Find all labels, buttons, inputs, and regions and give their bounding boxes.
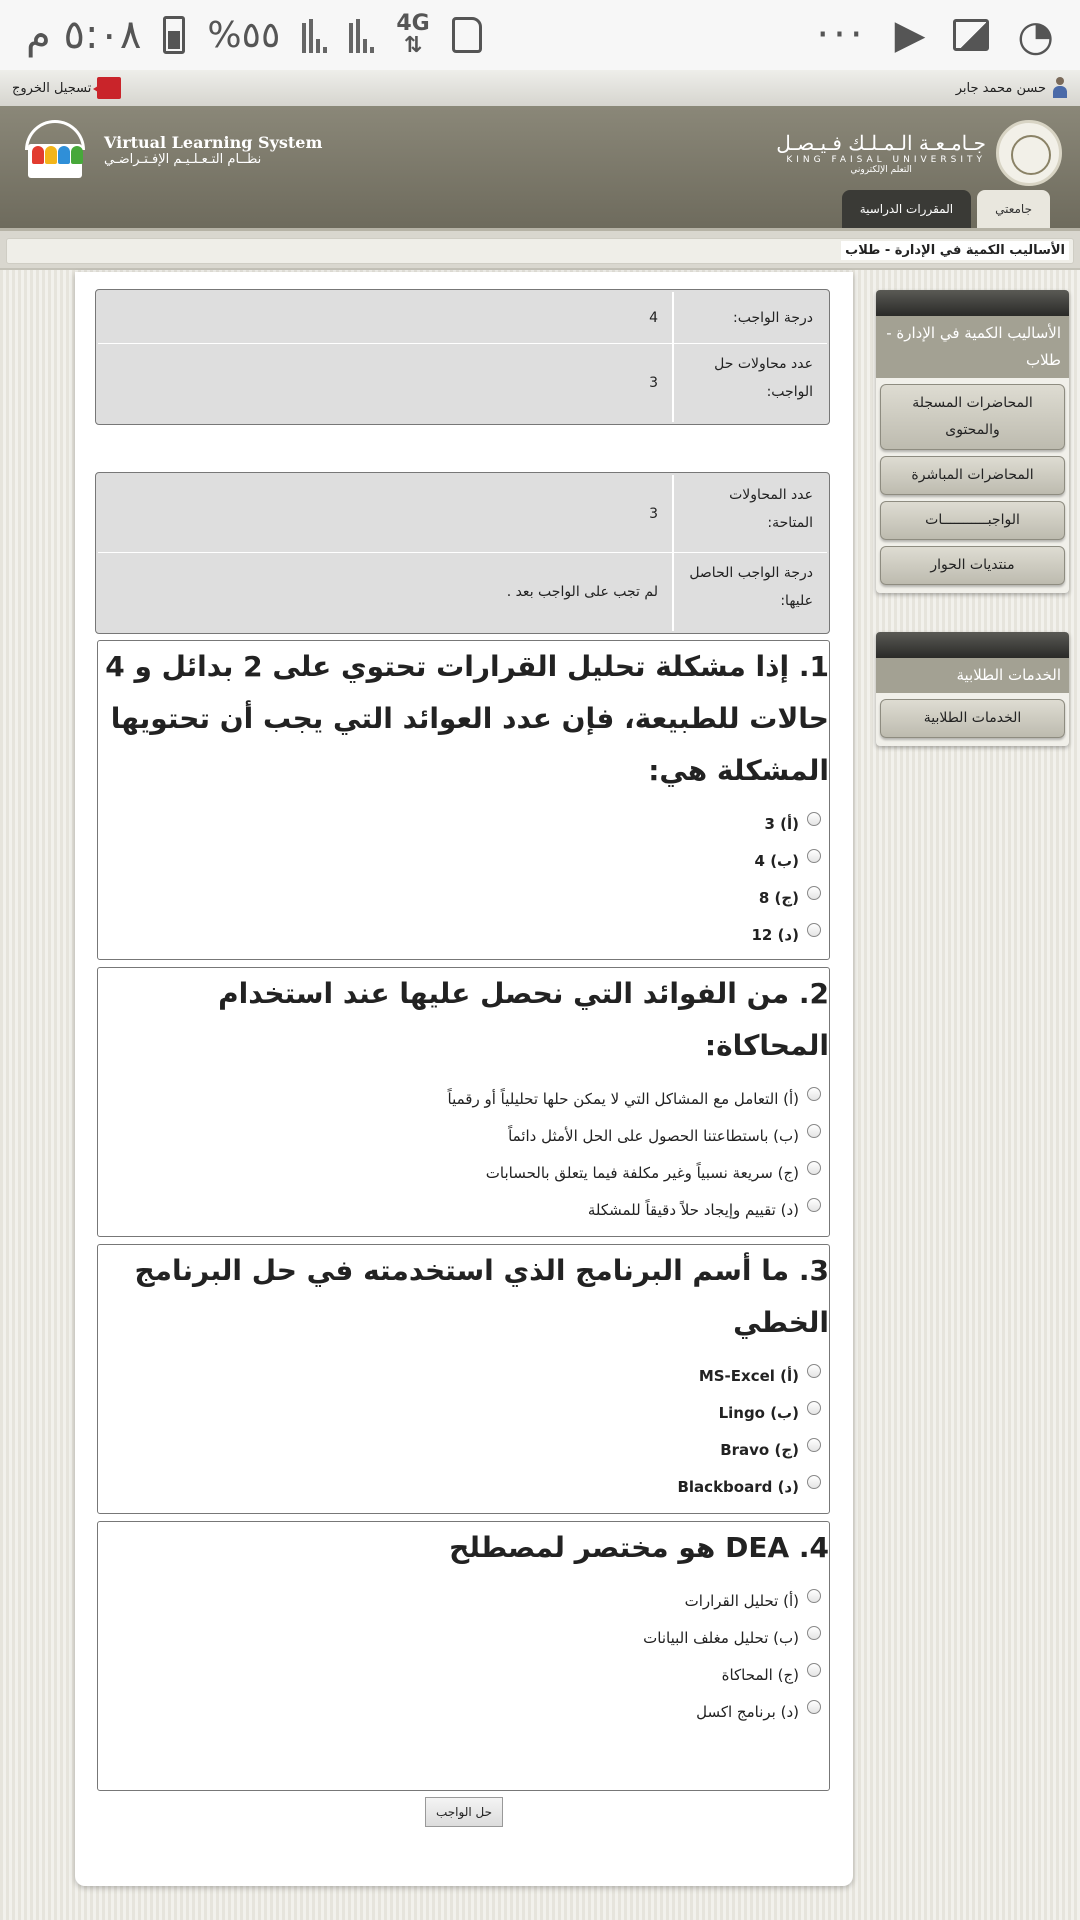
user-icon — [1052, 77, 1068, 99]
services-title: الخدمات الطلابية — [876, 658, 1069, 693]
vls-subtitle: نظــام التـعـلـيـم الإفـتـراضـي — [104, 152, 262, 167]
breadcrumb[interactable]: الأساليب الكمية في الإدارة - طلاب — [841, 241, 1069, 260]
radio-button[interactable] — [807, 1364, 821, 1378]
option[interactable] — [98, 1080, 821, 1117]
logout-link[interactable] — [12, 77, 121, 99]
radio-button[interactable] — [807, 1589, 821, 1603]
radio-button[interactable] — [807, 1626, 821, 1640]
option-label: (أ) التعامل مع المشاكل التي لا يمكن حلها تحليلياً أو رقمياً — [447, 1089, 799, 1108]
question-title: 4. DEA هو مختصر لمصطلح — [449, 1531, 829, 1564]
option-label: (ج) سريعة نسبياً وغير مكلفة فيما يتعلق بالحسابات — [485, 1163, 799, 1182]
header-tabs — [842, 190, 1050, 228]
university-brand[interactable] — [776, 120, 1062, 186]
option-label: (ج) Bravo — [720, 1440, 799, 1459]
radio-button[interactable] — [807, 1124, 821, 1138]
radio-button[interactable] — [807, 1198, 821, 1212]
radio-button[interactable] — [807, 1087, 821, 1101]
logout-label: تسجيل الخروج — [12, 80, 92, 96]
option-label: (د) برنامج اكسل — [696, 1702, 799, 1721]
option-label: (د) تقييم وإيجاد حلاً دقيقاً للمشكلة — [587, 1200, 799, 1219]
question-title: 1. إذا مشكلة تحليل القرارات تحتوي على 2 بدائل و 4 حالات للطبيعة، فإن عدد العوائد التي يجب أن تحتويها المشكلة هي: — [105, 650, 829, 787]
signal-icon — [302, 17, 327, 53]
user-bar — [0, 70, 1080, 108]
question-2 — [97, 967, 830, 1237]
radio-button[interactable] — [807, 1663, 821, 1677]
info-label: درجة الواجب الحاصل عليها: — [672, 553, 827, 631]
option[interactable] — [98, 1656, 821, 1693]
option[interactable] — [98, 879, 821, 916]
clock-icon: ◔ — [1017, 10, 1054, 60]
option[interactable] — [98, 805, 821, 842]
radio-button[interactable] — [807, 1401, 821, 1415]
option[interactable] — [98, 1619, 821, 1656]
radio-button[interactable] — [807, 812, 821, 826]
info-label: عدد محاولات حل الواجب: — [672, 344, 827, 422]
option[interactable] — [98, 1693, 821, 1730]
university-name-en: KING FAISAL UNIVERSITY — [786, 155, 986, 165]
option[interactable] — [98, 842, 821, 879]
university-name-ar: جـامـعـة الـمـلـك فـيـصـل — [776, 131, 986, 155]
option[interactable] — [98, 1582, 821, 1619]
option[interactable] — [98, 1154, 821, 1191]
info-value: لم تجب على الواجب بعد . — [506, 584, 658, 600]
option[interactable] — [98, 1117, 821, 1154]
option-label: (ب) باستطاعتنا الحصول على الحل الأمثل دائماً — [508, 1126, 799, 1145]
option[interactable] — [98, 916, 821, 953]
info-value: 4 — [649, 309, 658, 326]
clock: ٥:٠٨ م — [26, 12, 142, 58]
sim-icon — [452, 17, 482, 53]
radio-button[interactable] — [807, 1438, 821, 1452]
question-4 — [97, 1521, 830, 1791]
sidebar-item-student-services[interactable]: الخدمات الطلابية — [880, 699, 1065, 738]
table-row — [98, 475, 827, 553]
info-value: 3 — [649, 505, 658, 522]
network-label: 4G — [396, 11, 430, 36]
main-panel — [75, 272, 853, 1886]
question-options — [98, 1080, 829, 1228]
sidebar-item-recorded-lectures[interactable]: المحاضرات المسجلة والمحتوى — [880, 384, 1065, 450]
option[interactable] — [98, 1394, 821, 1431]
overflow-icon: ··· — [816, 12, 867, 58]
radio-button[interactable] — [807, 849, 821, 863]
question-3 — [97, 1244, 830, 1514]
info-value: 3 — [649, 375, 658, 391]
option[interactable] — [98, 1191, 821, 1228]
university-sub: التعلم الإلكتروني — [850, 165, 912, 175]
sidebar-item-forums[interactable]: منتديات الحوار — [880, 546, 1065, 585]
status-bar — [0, 0, 1080, 70]
user-name: حسن محمد جابر — [955, 80, 1046, 96]
option[interactable] — [98, 1357, 821, 1394]
vls-logo-icon — [22, 118, 88, 182]
logout-icon — [97, 77, 121, 99]
option-label: (د) 12 — [751, 925, 799, 944]
radio-button[interactable] — [807, 923, 821, 937]
option-label: (د) Blackboard — [677, 1477, 799, 1496]
option-label: (أ) MS-Excel — [698, 1366, 799, 1385]
option-label: (ب) تحليل مغلف البيانات — [643, 1628, 799, 1647]
tab-courses[interactable]: المقررات الدراسية — [842, 190, 971, 228]
vls-title: Virtual Learning System — [104, 133, 323, 152]
status-right — [816, 11, 1054, 60]
table-row — [98, 344, 827, 422]
attempt-info-table — [95, 472, 830, 634]
network-type: 4G ⇅ — [396, 11, 430, 58]
battery-icon — [163, 16, 185, 54]
services-panel — [876, 632, 1069, 746]
question-options — [98, 1582, 829, 1730]
question-options — [98, 1357, 829, 1505]
radio-button[interactable] — [807, 1700, 821, 1714]
breadcrumb-bar — [0, 228, 1080, 270]
radio-button[interactable] — [807, 886, 821, 900]
info-label: درجة الواجب: — [672, 292, 827, 343]
university-seal-icon — [996, 120, 1062, 186]
option-label: (أ) تحليل القرارات — [684, 1591, 799, 1610]
tab-my-university[interactable]: جامعتي — [977, 190, 1050, 228]
option-label: (ج) 8 — [758, 888, 799, 907]
question-title: 2. من الفوائد التي نحصل عليها عند استخدام المحاكاة: — [218, 977, 829, 1062]
course-title: الأساليب الكمية في الإدارة - طلاب — [876, 316, 1069, 378]
sidebar-item-live-lectures[interactable]: المحاضرات المباشرة — [880, 456, 1065, 495]
info-label: عدد المحاولات المتاحة: — [672, 475, 827, 552]
vls-brand[interactable] — [22, 118, 322, 182]
option[interactable] — [98, 1468, 821, 1505]
submit-assignment-button[interactable]: حل الواجب — [425, 1797, 503, 1827]
option[interactable] — [98, 1431, 821, 1468]
question-title: 3. ما أسم البرنامج الذي استخدمته في حل البرنامج الخطي — [134, 1254, 829, 1339]
question-options — [98, 805, 829, 953]
question-1 — [97, 640, 830, 960]
user-info — [956, 77, 1068, 99]
assignment-info-table — [95, 289, 830, 425]
radio-button[interactable] — [807, 1475, 821, 1489]
panel-header — [876, 290, 1069, 316]
table-row — [98, 292, 827, 344]
option-label: (ب) Lingo — [718, 1403, 799, 1422]
signal-icon-2 — [349, 17, 374, 53]
play-store-icon: ▶ — [894, 12, 926, 58]
option-label: (أ) 3 — [764, 814, 799, 833]
battery-percent: %٥٥ — [207, 14, 281, 56]
status-left — [26, 12, 482, 58]
option-label: (ج) المحاكاة — [721, 1665, 799, 1684]
table-row — [98, 553, 827, 631]
option-label: (ب) 4 — [754, 851, 799, 870]
gallery-icon — [953, 19, 989, 51]
sidebar-item-assignments[interactable]: الواجبـــــــــــات — [880, 501, 1065, 540]
course-menu-panel — [876, 290, 1069, 593]
panel-header — [876, 632, 1069, 658]
radio-button[interactable] — [807, 1161, 821, 1175]
